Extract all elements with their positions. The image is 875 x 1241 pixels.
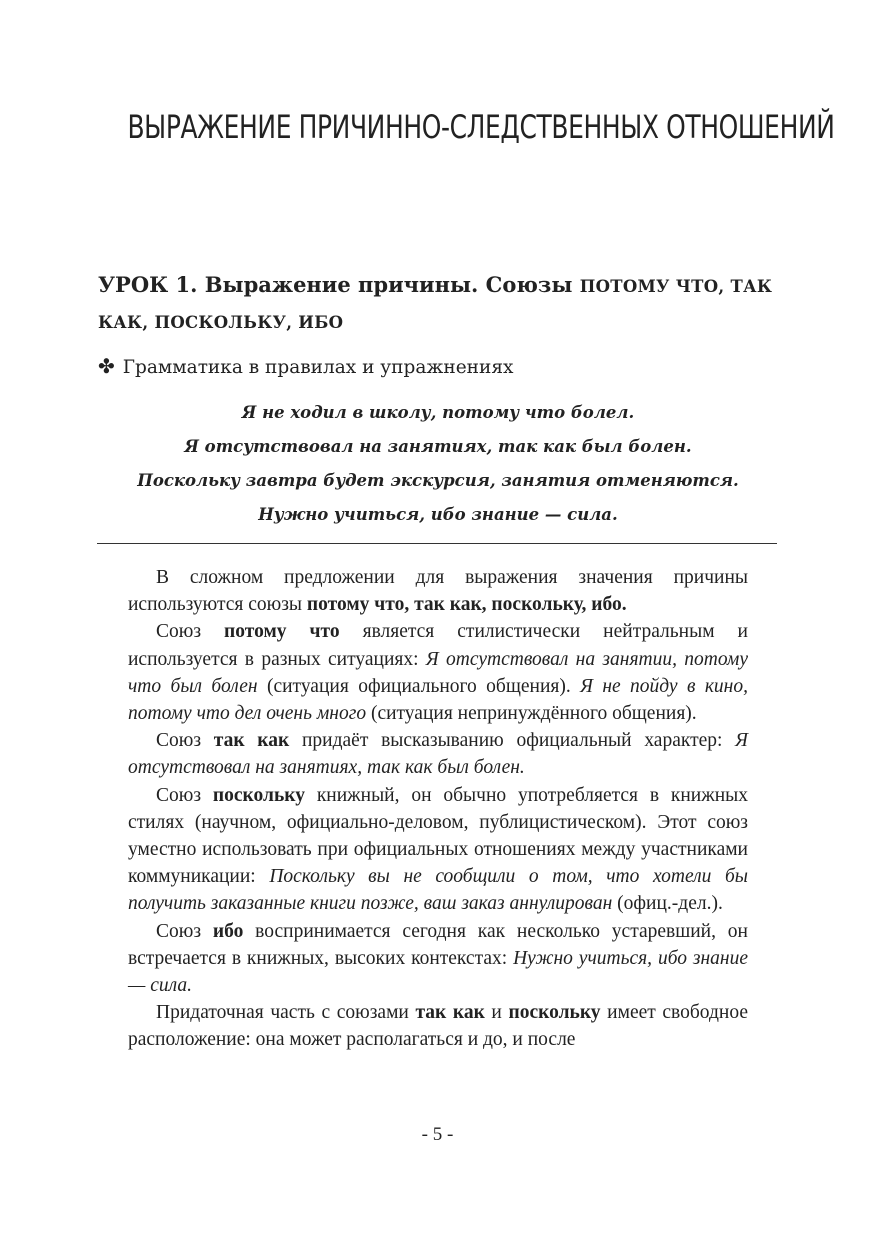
text-run: В сложном предложении для выражения значения причины используются союзы [128,567,748,616]
bold-run: потому что [224,621,340,643]
clover-icon: ✤ [98,354,115,378]
text-run: воспринимается сегодня как несколько устаревший, он встречается в книжных, высоких контекстах: [128,920,748,969]
chapter-title: ВЫРАЖЕНИЕ ПРИЧИННО-СЛЕДСТВЕННЫХ ОТНОШЕНИЙ [127,108,835,146]
example-sentences [98,396,778,532]
text-run: (ситуация непринуждённого общения). [366,703,697,725]
paragraph [128,918,748,1000]
text-run: Придаточная часть с союзами [156,1002,416,1024]
example-sentence: Я не ходил в школу, потому что болел. [241,403,635,422]
text-run: и [484,1002,509,1024]
example-sentence: Я отсутствовал на занятиях, так как был болен. [184,437,692,456]
italic-run: Нужно учиться, ибо знание — сила. [128,947,749,997]
text-run: имеет свободное расположение: она может располагаться и до, и после [128,1002,748,1051]
page-number: - 5 - [421,1124,454,1145]
paragraph [128,999,748,1053]
paragraph [128,618,748,727]
bold-run: поскольку [508,1002,601,1024]
bold-run: так как [213,730,290,752]
bold-run: поскольку [212,784,305,806]
text-run: Союз [156,621,225,643]
grammar-section-label [98,352,778,382]
section-divider [97,543,777,544]
text-run: является стилистически нейтральным и используется в разных ситуациях: [128,621,748,670]
italic-run: Я отсутствовал на занятии, потому что был болен [128,648,748,697]
italic-run: Поскольку вы не сообщили о том, что хотели бы получить заказанные книги позже, ваш заказ аннулирован [128,866,748,915]
paragraph [128,782,748,918]
text-run: (офиц.-дел.). [612,893,723,915]
text-run: Союз [156,920,213,942]
bold-run: потому что, так как, поскольку, ибо. [306,594,627,616]
grammar-label-text: Грамматика в правилах и упражнениях [122,357,514,378]
text-run: Союз [156,730,214,752]
example-sentence: Поскольку завтра будет экскурсия, занятия отменяются. [137,471,739,490]
italic-run: Я отсутствовал на занятиях, так как был болен. [128,730,748,779]
paragraph [128,727,748,781]
text-run: придаёт высказыванию официальный характер: [289,730,736,752]
italic-run: Я не пойду в кино, потому что дел очень много [128,675,748,725]
example-sentence: Нужно учиться, ибо знание — сила. [258,505,618,524]
lesson-heading-conjunctions: ПОТОМУ ЧТО, ТАК КАК, ПОСКОЛЬКУ, ИБО [98,277,773,332]
bold-run: ибо [212,920,244,942]
paragraph [128,564,748,618]
body-text [128,564,748,1054]
text-run: (ситуация официального общения). [257,675,581,697]
text-run: Союз [156,784,213,806]
lesson-heading [98,268,788,340]
lesson-heading-main: УРОК 1. Выражение причины. Союзы [98,272,580,297]
text-run: книжный, он обычно употребляется в книжных стилях (научном, официально-деловом, публицистическом). Этот союз уместно использовать при официальных отношениях между участниками коммуникации: [128,784,749,888]
bold-run: так как [415,1002,485,1024]
